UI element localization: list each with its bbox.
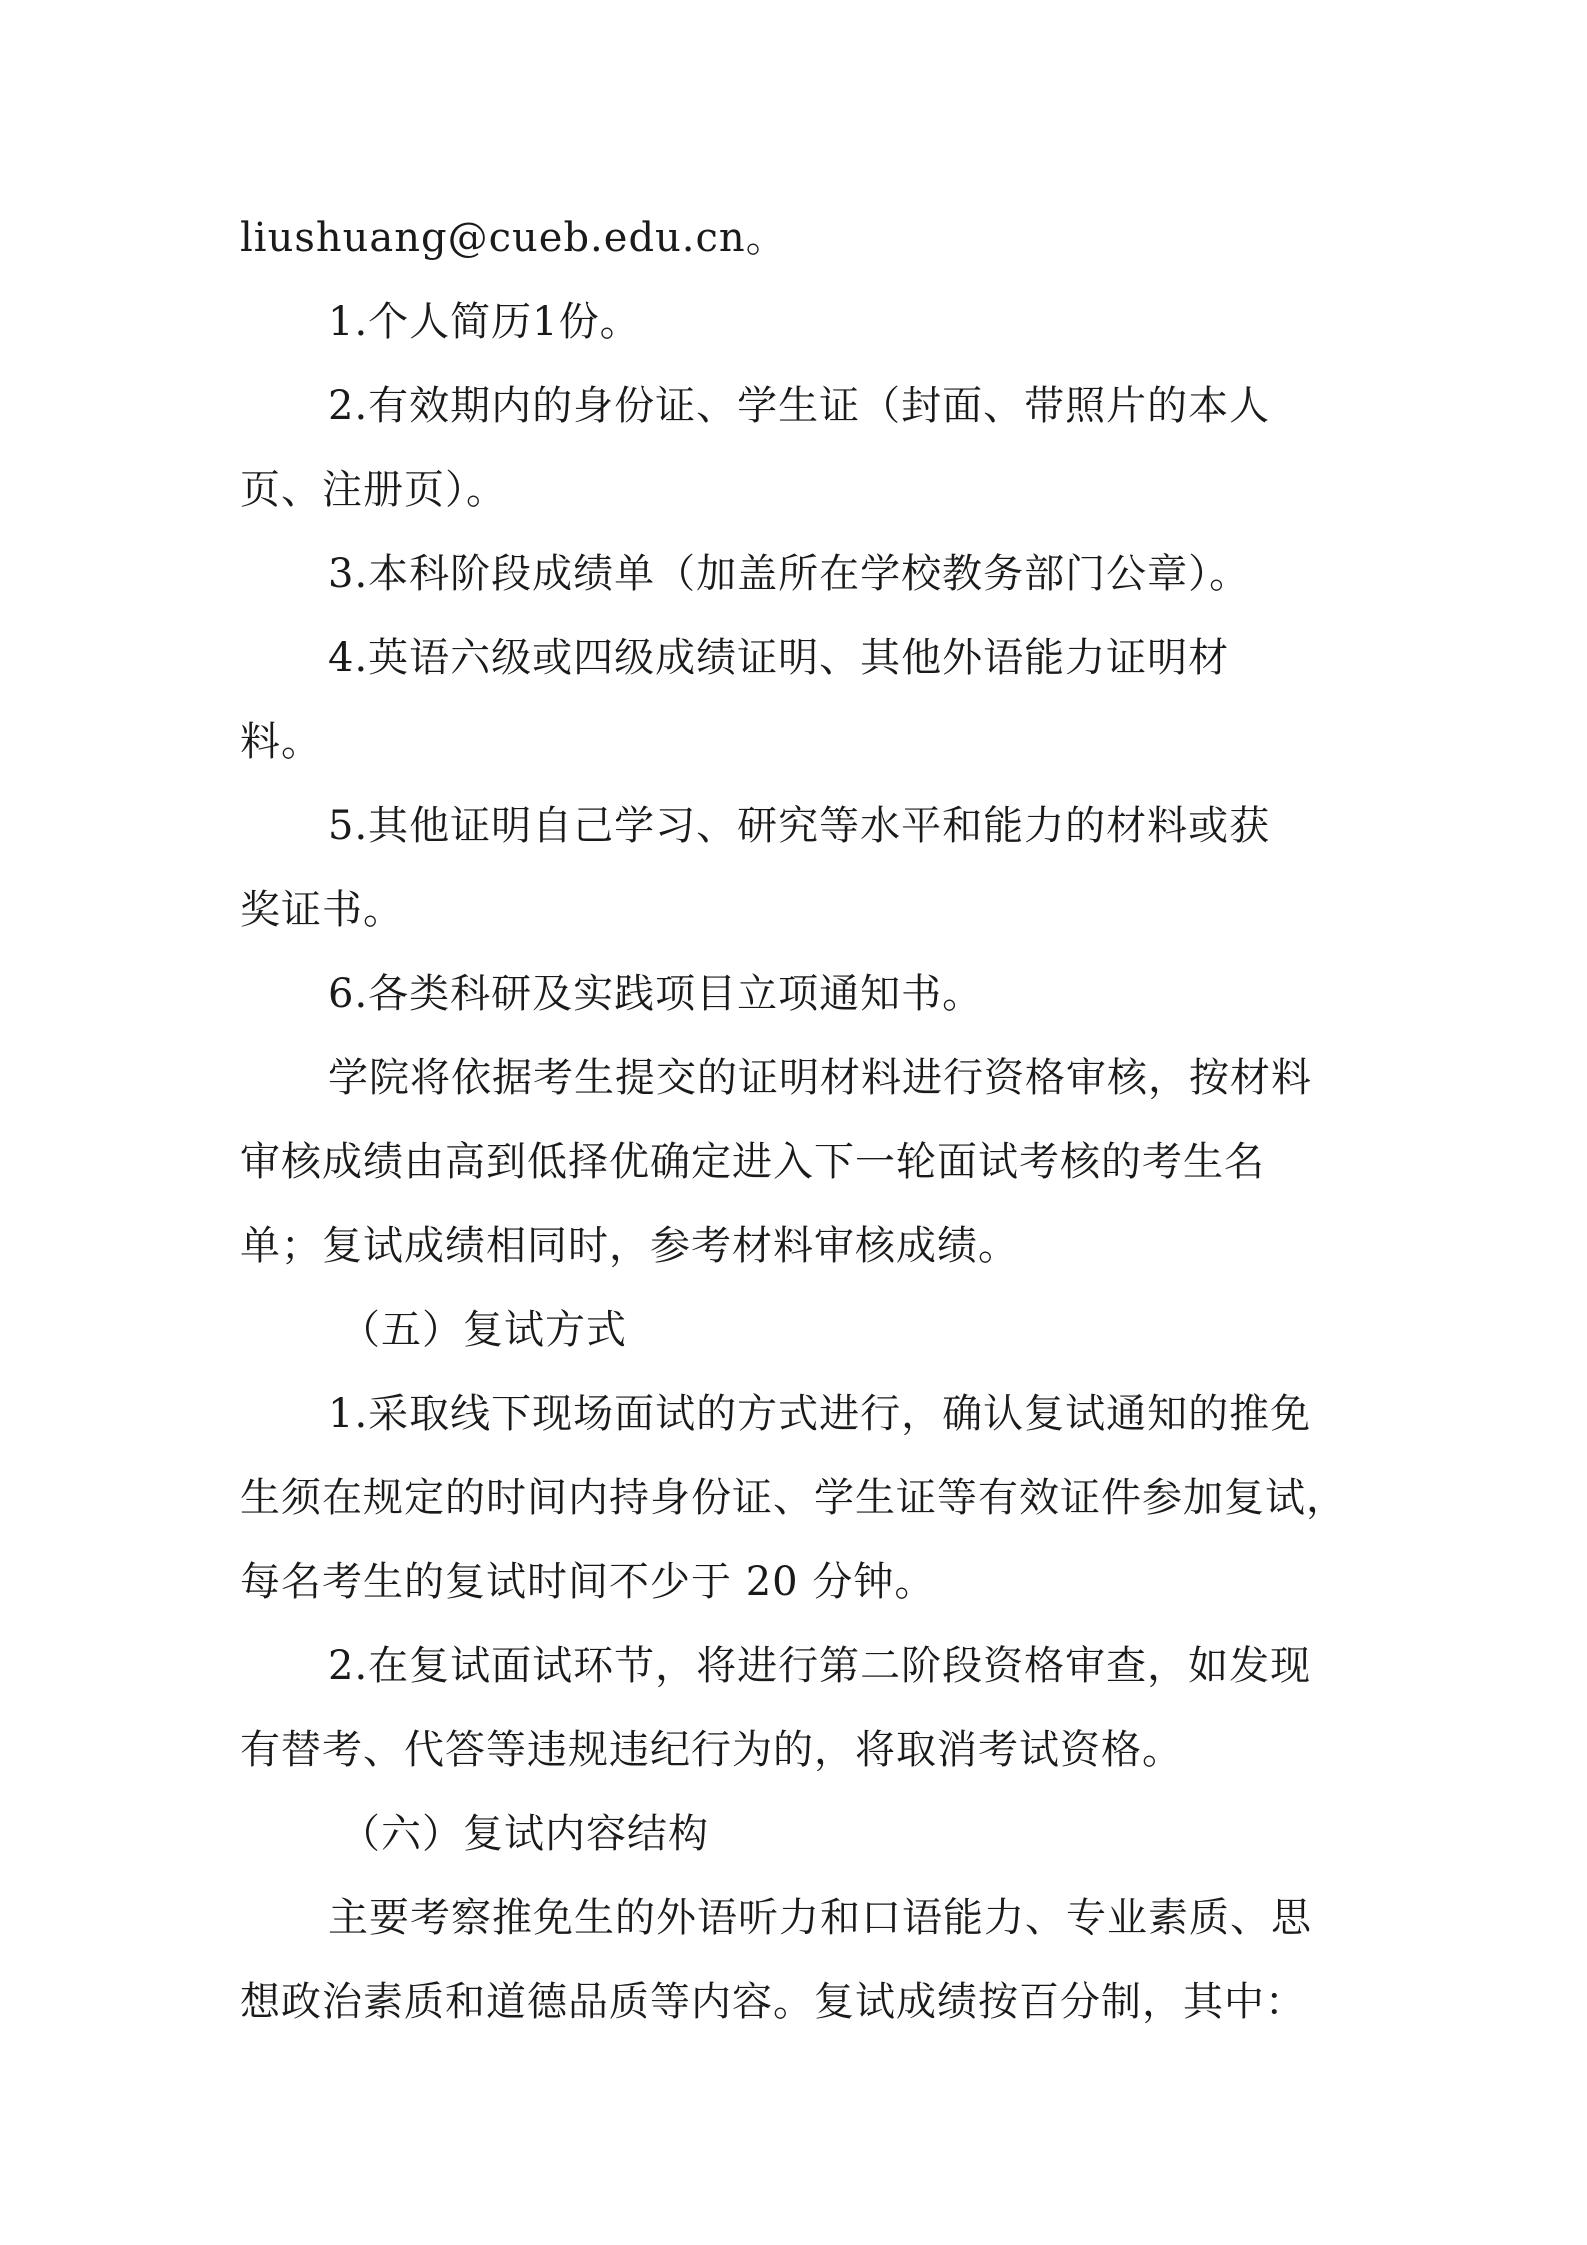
review-para-line2: 审核成绩由高到低择优确定进入下一轮面试考核的考生名 xyxy=(240,1139,1265,1185)
content-para-line1: 主要考察推免生的外语听力和口语能力、专业素质、思 xyxy=(328,1895,1312,1941)
item-1-resume: 1.个人简历1份。 xyxy=(328,299,641,345)
section-heading-5: （五）复试方式 xyxy=(340,1307,627,1353)
method-1-line1: 1.采取线下现场面试的方式进行，确认复试通知的推免 xyxy=(328,1391,1312,1437)
section-heading-6: （六）复试内容结构 xyxy=(340,1811,709,1857)
review-para-line1: 学院将依据考生提交的证明材料进行资格审核，按材料 xyxy=(328,1055,1312,1101)
method-1-line2: 生须在规定的时间内持身份证、学生证等有效证件参加复试， xyxy=(240,1475,1347,1521)
item-6-projects: 6.各类科研及实践项目立项通知书。 xyxy=(328,971,984,1017)
method-2-line1: 2.在复试面试环节，将进行第二阶段资格审查，如发现 xyxy=(328,1643,1312,1689)
item-5-other-line2: 奖证书。 xyxy=(240,887,404,933)
item-5-other-line1: 5.其他证明自己学习、研究等水平和能力的材料或获 xyxy=(328,803,1271,849)
item-2-id-line1: 2.有效期内的身份证、学生证（封面、带照片的本人 xyxy=(328,383,1271,429)
method-2-line2: 有替考、代答等违规违纪行为的，将取消考试资格。 xyxy=(240,1727,1183,1773)
review-para-line3: 单；复试成绩相同时，参考材料审核成绩。 xyxy=(240,1223,1019,1269)
email-line: liushuang@cueb.edu.cn。 xyxy=(240,215,787,261)
item-4-english-line2: 料。 xyxy=(240,719,322,765)
method-1-line3: 每名考生的复试时间不少于 20 分钟。 xyxy=(240,1559,936,1605)
item-2-id-line2: 页、注册页）。 xyxy=(240,467,507,513)
content-para-line2: 想政治素质和道德品质等内容。复试成绩按百分制，其中： xyxy=(240,1979,1306,2025)
item-3-transcript: 3.本科阶段成绩单（加盖所在学校教务部门公章）。 xyxy=(328,551,1251,597)
item-4-english-line1: 4.英语六级或四级成绩证明、其他外语能力证明材 xyxy=(328,635,1230,681)
